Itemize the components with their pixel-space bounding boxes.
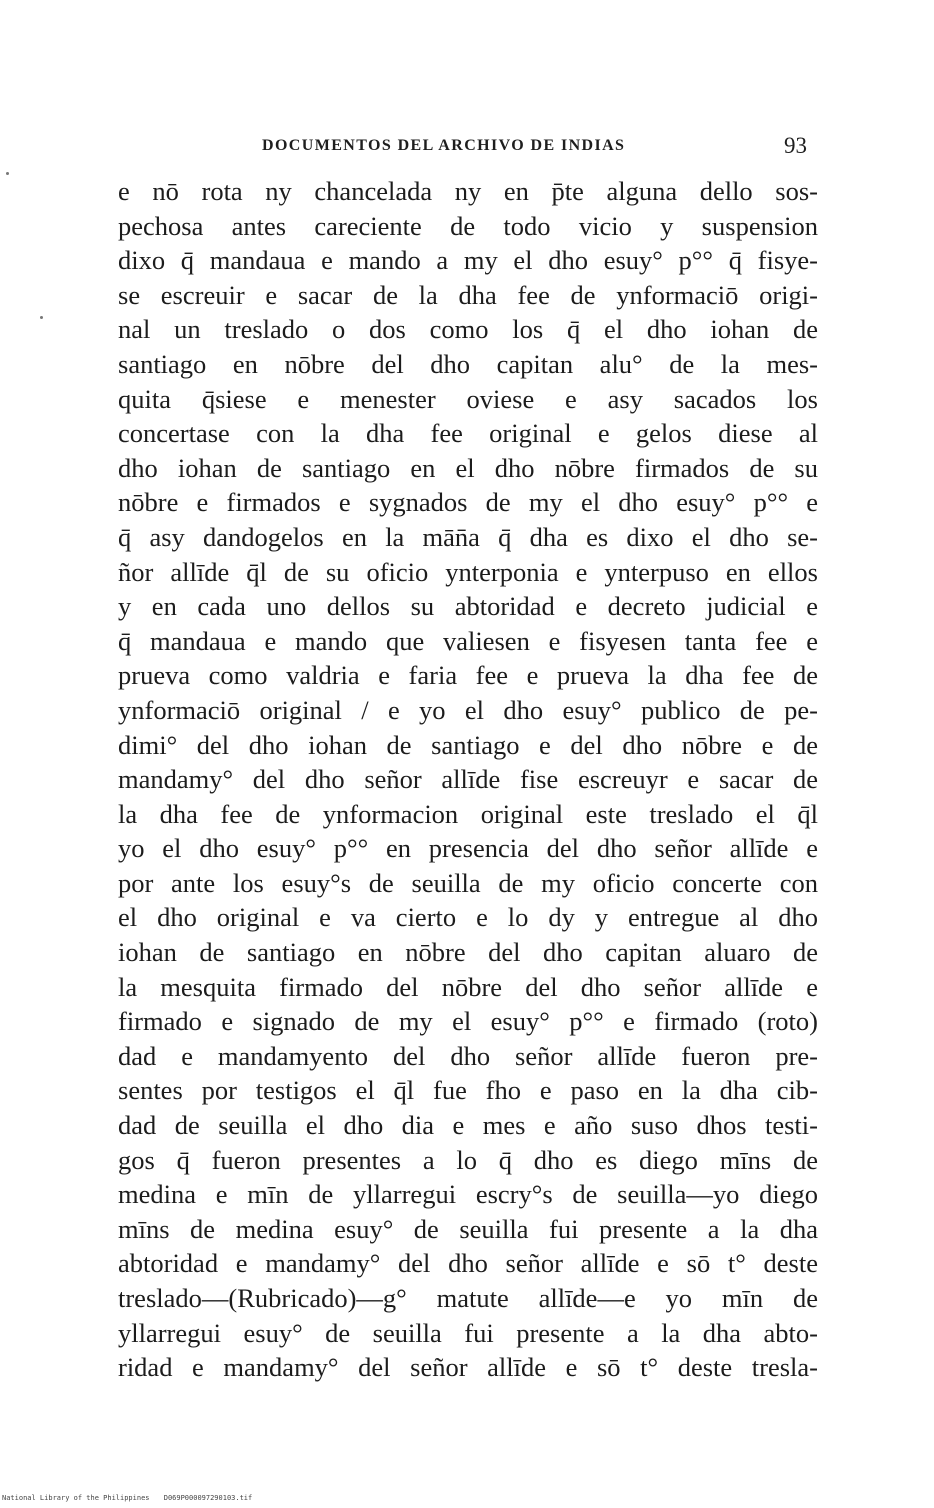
text-line: quita q̄siese e menester oviese e asy sacados los (118, 383, 818, 414)
text-line: treslado—(Rubricado)—g° matute allīde—e yo mīn de (118, 1283, 818, 1313)
text-line: abtoridad e mandamy° del dho señor allīde e sō t° deste (118, 1248, 818, 1279)
scan-footer (2, 1494, 262, 1502)
footer-library: National Library of the Philippines (2, 1494, 150, 1502)
text-line: gos q̄ fueron presentes a lo q̄ dho es diego mīns de (118, 1144, 818, 1175)
text-line: ynformaciō original / e yo el dho esuy° publico de pe- (118, 694, 818, 725)
text-line: e nō rota ny chancelada ny en p̄te alguna dello sos- (118, 176, 818, 206)
text-line: por ante los esuy°s de seuilla de my oficio concerte con (118, 867, 818, 898)
text-line: iohan de santiago en nōbre del dho capitan aluaro de (118, 937, 818, 968)
text-line: q̄ mandaua e mando que valiesen e fisyesen tanta fee e (118, 625, 818, 656)
text-line: dixo q̄ mandaua e mando a my el dho esuy° p°° q̄ fisye- (118, 245, 818, 276)
text-line: mandamy° del dho señor allīde fise escreuyr e sacar de (118, 764, 818, 795)
text-line: sentes por testigos el q̄l fue fho e paso en la dha cib- (118, 1075, 818, 1106)
text-line: ridad e mandamy° del señor allīde e sō t° deste tresla- (118, 1352, 818, 1383)
text-line: mīns de medina esuy° de seuilla fui presente a la dha (118, 1213, 818, 1244)
text-line: yllarregui esuy° de seuilla fui presente a la dha abto- (118, 1317, 818, 1348)
margin-speck (40, 316, 43, 319)
text-line: la mesquita firmado del nōbre del dho señor allīde e (118, 971, 818, 1002)
margin-speck (6, 172, 9, 175)
text-line: ñor allīde q̄l de su oficio ynterponia e ynterpuso en ellos (118, 556, 818, 587)
text-line: dad e mandamyento del dho señor allīde fueron pre- (118, 1040, 818, 1071)
text-line: dho iohan de santiago en el dho nōbre firmados de su (118, 452, 818, 483)
text-line: el dho original e va cierto e lo dy y entregue al dho (118, 902, 818, 933)
running-title: DOCUMENTOS DEL ARCHIVO DE INDIAS (262, 137, 626, 154)
text-line: nal un treslado o dos como los q̄ el dho iohan de (118, 314, 818, 345)
body-text (118, 174, 818, 1385)
text-line: la dha fee de ynformacion original este treslado el q̄l (118, 798, 818, 829)
page-number: 93 (784, 133, 807, 158)
text-line: y en cada uno dellos su abtoridad e decreto judicial e (118, 591, 818, 622)
text-line: dimi° del dho iohan de santiago e del dho nōbre e de (118, 729, 818, 760)
text-line: prueva como valdria e faria fee e prueva la dha fee de (118, 660, 818, 691)
footer-file: D069P000097290103.tif (163, 1494, 253, 1502)
text-line: concertase con la dha fee original e gelos diese al (118, 418, 818, 449)
text-line: dad de seuilla el dho dia e mes e año suso dhos testi- (118, 1110, 818, 1141)
text-line: nōbre e firmados e sygnados de my el dho esuy° p°° e (118, 487, 818, 518)
text-line: firmado e signado de my el esuy° p°° e firmado (roto) (118, 1006, 818, 1037)
text-line: yo el dho esuy° p°° en presencia del dho señor allīde e (118, 833, 818, 864)
text-line: medina e mīn de yllarregui escry°s de seuilla—yo diego (118, 1179, 818, 1210)
text-line: se escreuir e sacar de la dha fee de ynformaciō origi- (118, 279, 818, 310)
text-line: q̄ asy dandogelos en la mān̄a q̄ dha es dixo el dho se- (118, 521, 818, 552)
text-line: pechosa antes careciente de todo vicio y suspension (118, 210, 818, 241)
text-line: santiago en nōbre del dho capitan alu° de la mes- (118, 348, 818, 379)
